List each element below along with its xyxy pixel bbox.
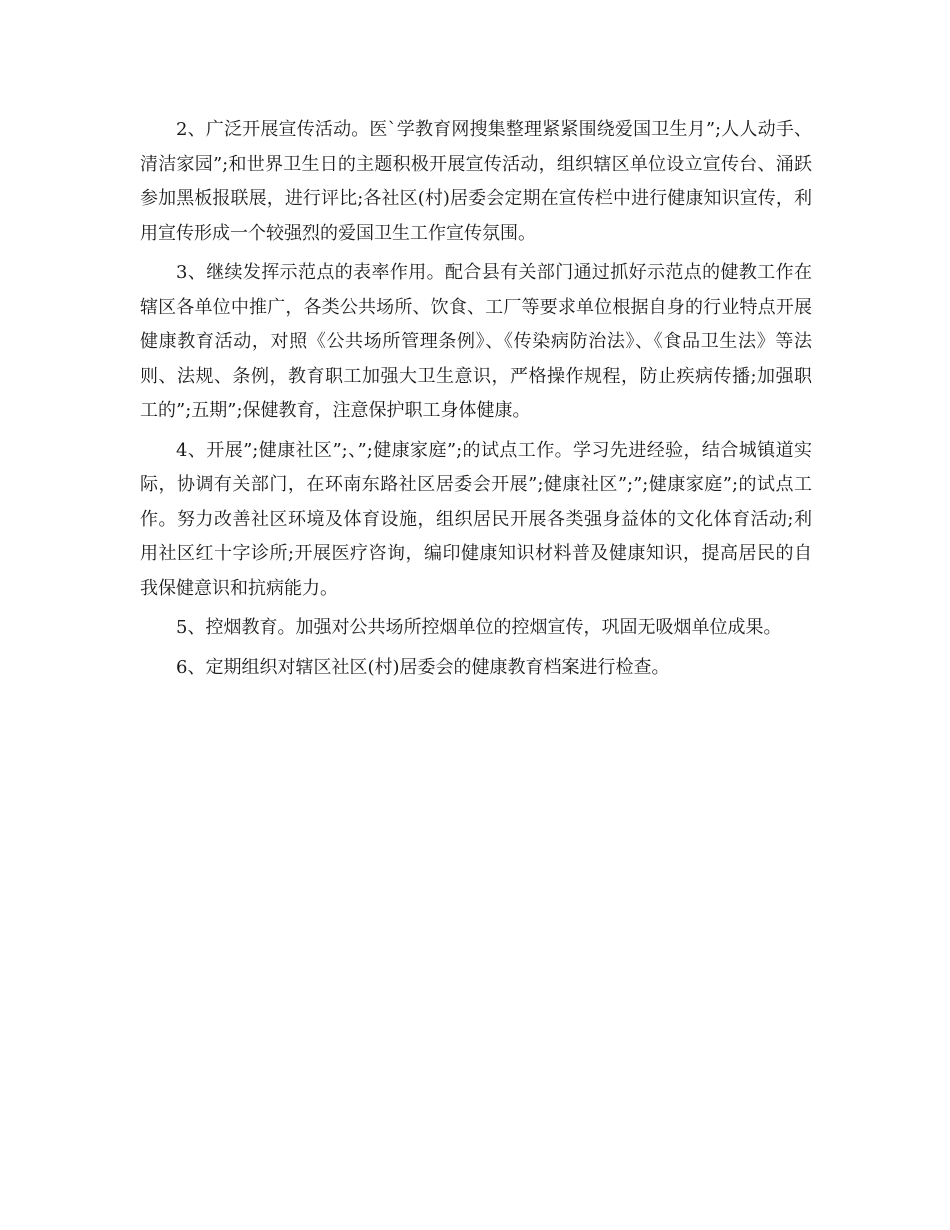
paragraph-item-4: 4、开展”;健康社区”;、”;健康家庭”;的试点工作。学习先进经验，结合城镇道实际，协调有关部门，在环南东路社区居委会开展”;健康社区”;”;健康家庭”;的试点工作。努力改善社区环境及体育设施，组织居民开展各类强身益体的文化体育活动;利用社区红十字诊所;开展医疗咨询，编印健康知识材料普及健康知识，提高居民的自我保健意识和抗病能力。 (140, 439, 812, 599)
paragraph-item-5: 5、控烟教育。加强对公共场所控烟单位的控烟宣传，巩固无吸烟单位成果。 (176, 617, 782, 638)
paragraph-item-6: 6、定期组织对辖区社区(村)居委会的健康教育档案进行检查。 (176, 656, 670, 678)
document-body (140, 113, 812, 690)
paragraph-item-2: 2、广泛开展宣传活动。医`学教育网搜集整理紧紧围绕爱国卫生月”;人人动手、清洁家园”;和世界卫生日的主题积极开展宣传活动，组织辖区单位设立宣传台、涌跃参加黑板报联展，进行评比;各社区(村)居委会定期在宣传栏中进行健康知识宣传，利用宣传形成一个较强烈的爱国卫生工作宣传氛围。 (140, 119, 812, 244)
paragraph-item-3: 3、继续发挥示范点的表率作用。配合县有关部门通过抓好示范点的健教工作在辖区各单位中推广，各类公共场所、饮食、工厂等要求单位根据自身的行业特点开展健康教育活动，对照《公共场所管理条例》、《传染病防治法》、《食品卫生法》等法则、法规、条例，教育职工加强大卫生意识，严格操作规程，防止疾病传播;加强职工的”;五期”;保健教育，注意保护职工身体健康。 (140, 262, 812, 421)
